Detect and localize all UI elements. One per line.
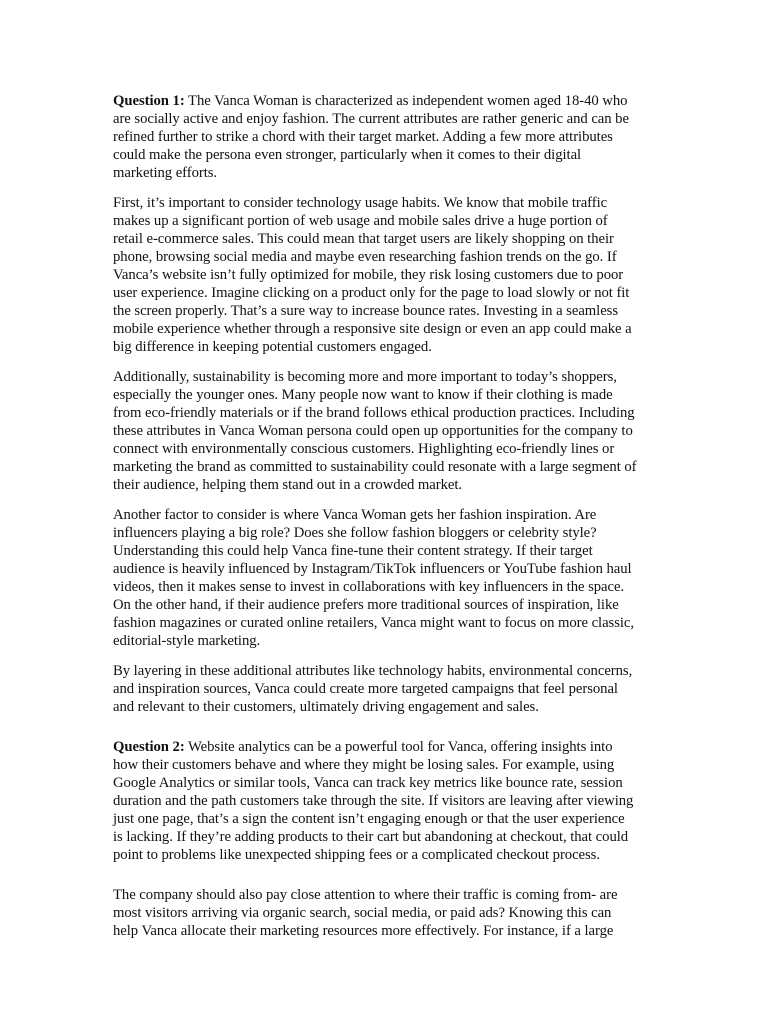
text-line: First, it’s important to consider technology usage habits. We know that mobile traffic (113, 195, 608, 211)
paragraph-technology-habits (113, 194, 658, 356)
text-line: user experience. Imagine clicking on a product only for the page to load slowly or not fit (113, 285, 630, 301)
text-line: fashion magazines or curated online retailers, Vanca might want to focus on more classic, (113, 615, 635, 631)
paragraph-question-1 (113, 92, 658, 182)
text-line: Vanca’s website isn’t fully optimized for mobile, they risk losing customers due to poor (113, 267, 624, 283)
text-line: Additionally, sustainability is becoming more and more important to today’s shoppers, (113, 369, 617, 385)
text-line: Understanding this could help Vanca fine-tune their content strategy. If their target (113, 543, 593, 559)
text-line: connect with environmentally conscious customers. Highlighting eco-friendly lines or (113, 441, 615, 457)
text-line: these attributes in Vanca Woman persona could open up opportunities for the company to (113, 423, 633, 439)
text-line: just one page, that’s a sign the content isn’t engaging enough or that the user experience (113, 811, 625, 827)
text-line: big difference in keeping potential customers engaged. (113, 339, 432, 355)
text-line: marketing the brand as committed to sustainability could resonate with a large segment of (113, 459, 637, 475)
text-line: especially the younger ones. Many people now want to know if their clothing is made (113, 387, 613, 403)
text-line: and inspiration sources, Vanca could create more targeted campaigns that feel personal (113, 681, 618, 697)
text-line: On the other hand, if their audience prefers more traditional sources of inspiration, like (113, 597, 619, 613)
text-line: point to problems like unexpected shipping fees or a complicated checkout process. (113, 847, 600, 863)
text-line: Another factor to consider is where Vanca Woman gets her fashion inspiration. Are (113, 507, 597, 523)
text-line: editorial-style marketing. (113, 633, 261, 649)
text-line: most visitors arriving via organic search, social media, or paid ads? Knowing this can (113, 905, 612, 921)
text-line: is lacking. If they’re adding products to their cart but abandoning at checkout, that could (113, 829, 629, 845)
question-2-label: Question 2: (113, 739, 185, 755)
text-line: their audience, helping them stand out in a crowded market. (113, 477, 463, 493)
text-line: refined further to strike a chord with their target market. Adding a few more attributes (113, 129, 613, 145)
text-line: Question 2: Website analytics can be a powerful tool for Vanca, offering insights into (113, 739, 613, 755)
paragraph-question-2 (113, 738, 658, 864)
text-line: are socially active and enjoy fashion. The current attributes are rather generic and can be (113, 111, 629, 127)
text-line: duration and the path customers take through the site. If visitors are leaving after viewing (113, 793, 634, 809)
text-line: help Vanca allocate their marketing resources more effectively. For instance, if a large (113, 923, 614, 939)
document-body (113, 92, 658, 952)
text-line: the screen properly. That’s a sure way to increase bounce rates. Investing in a seamless (113, 303, 618, 319)
text-line: mobile experience whether through a responsive site design or even an app could make a (113, 321, 632, 337)
text-line: By layering in these additional attributes like technology habits, environmental concerns, (113, 663, 633, 679)
paragraph-traffic-sources (113, 886, 658, 940)
text-line: retail e-commerce sales. This could mean that target users are likely shopping on their (113, 231, 614, 247)
text-line: Question 1: The Vanca Woman is characterized as independent women aged 18-40 who (113, 93, 628, 109)
text-line: Google Analytics or similar tools, Vanca can track key metrics like bounce rate, session (113, 775, 623, 791)
text-line: marketing efforts. (113, 165, 218, 181)
text-line: influencers playing a big role? Does she follow fashion bloggers or celebrity style? (113, 525, 597, 541)
paragraph-fashion-inspiration (113, 506, 658, 650)
text-line: how their customers behave and where they might be losing sales. For example, using (113, 757, 615, 773)
text-line: and relevant to their customers, ultimately driving engagement and sales. (113, 699, 539, 715)
text-line: phone, browsing social media and maybe even researching fashion trends on the go. If (113, 249, 617, 265)
paragraph-summary (113, 662, 658, 716)
text-line: videos, then it makes sense to invest in collaborations with key influencers in the space. (113, 579, 625, 595)
text-line: The company should also pay close attention to where their traffic is coming from- are (113, 887, 618, 903)
text-line: could make the persona even stronger, particularly when it comes to their digital (113, 147, 582, 163)
question-1-label: Question 1: (113, 93, 185, 109)
paragraph-sustainability (113, 368, 658, 494)
text-line: audience is heavily influenced by Instagram/TikTok influencers or YouTube fashion haul (113, 561, 632, 577)
text-line: makes up a significant portion of web usage and mobile sales drive a huge portion of (113, 213, 608, 229)
text-line: from eco-friendly materials or if the brand follows ethical production practices. Including (113, 405, 635, 421)
